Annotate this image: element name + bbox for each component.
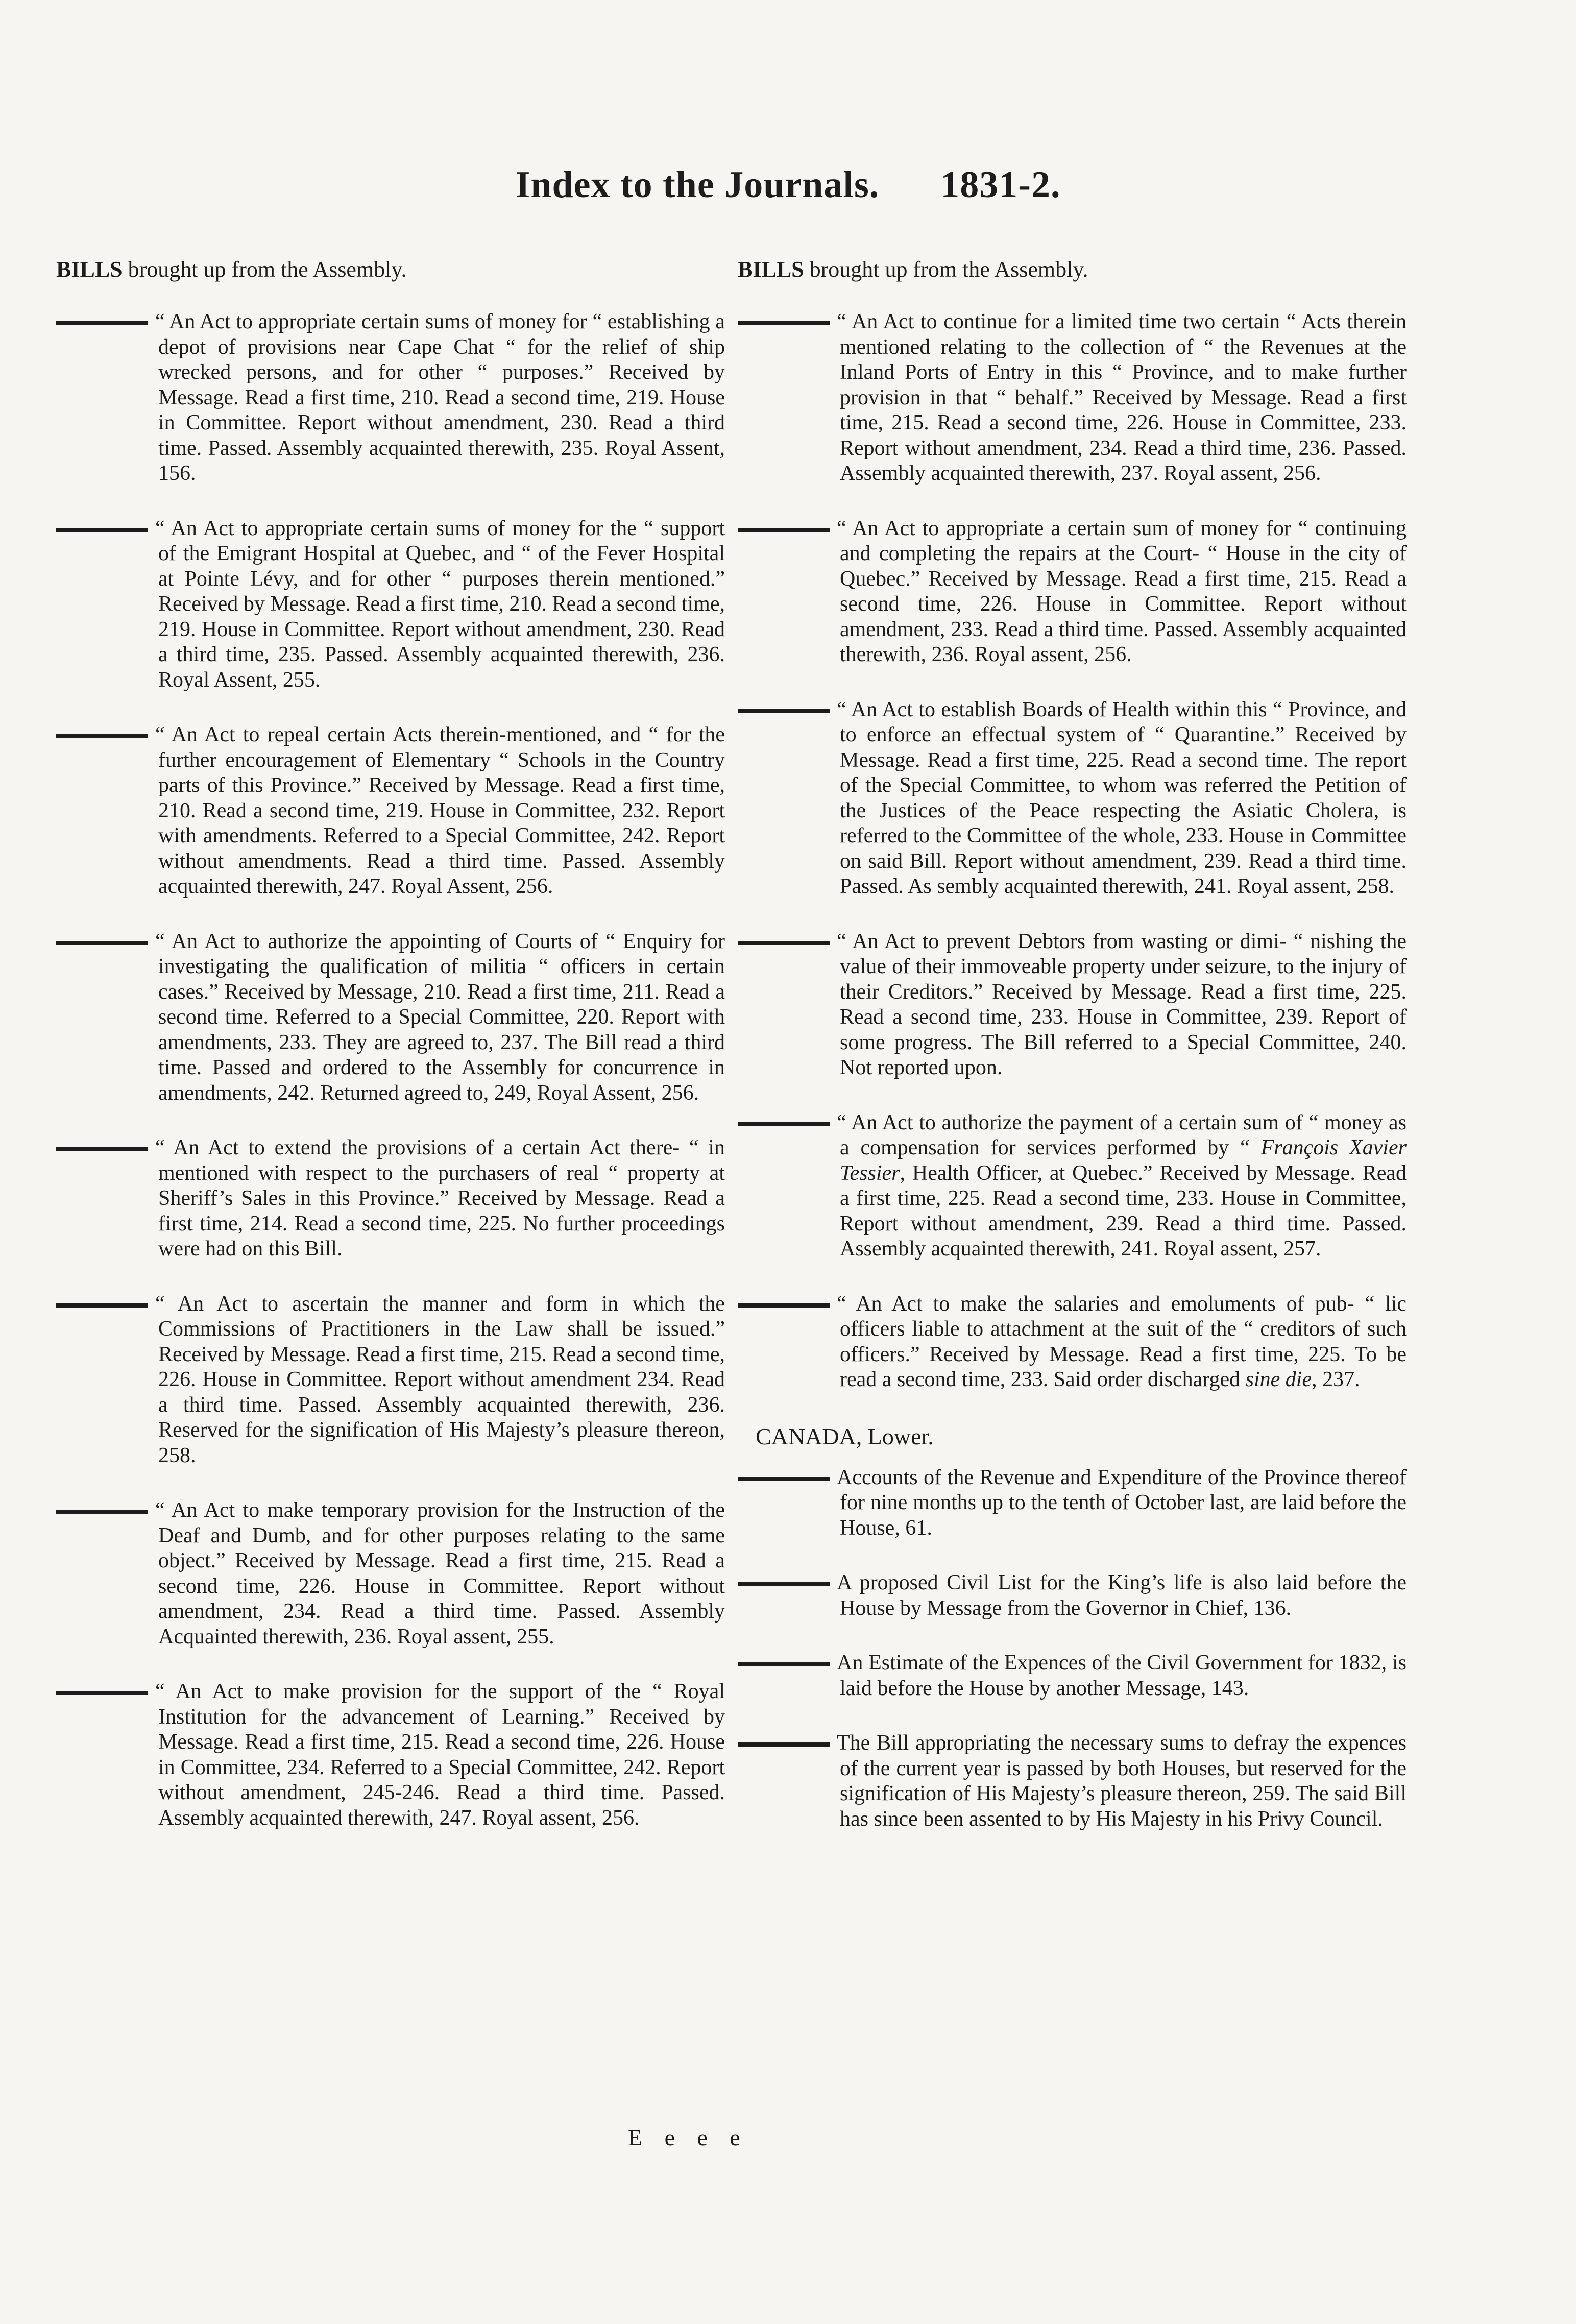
canada-entry xyxy=(738,1731,1407,1832)
bill-entry-text: “ An Act to make the salaries and emoluments of pub- “ lic officers liable to attachment at the suit of the “ creditors of such officers.” Received by Message. Read a first time, 225. To be read a second time, 233. Said order discharged xyxy=(837,1292,1407,1391)
bill-entry xyxy=(738,929,1407,1081)
section-keyword: BILLS xyxy=(56,257,123,282)
entry-dash xyxy=(56,941,148,945)
canada-lower-section xyxy=(738,1422,1407,1832)
bill-entry-text: “ An Act to repeal certain Acts therein-mentioned, and “ for the further encouragement of Elementary “ Schools in the Country parts of this Province.” Received by Message. Read a first time, 210. Read a second time, 219. House in Committee, 232. Report with amendments. Referred to a Special Committee, 242. Report without amendments. Read a third time. Passed. Assembly acquainted therewith, 247. Royal Assent, 256. xyxy=(155,723,725,898)
bill-entry-text: “ An Act to authorize the payment of a certain sum of “ money as a compensation for services performed by “ xyxy=(837,1110,1407,1159)
bill-entry xyxy=(56,309,725,487)
entry-dash xyxy=(738,1477,830,1481)
bill-entry-italic: François Xavier Tessier xyxy=(840,1136,1407,1185)
page-header xyxy=(0,163,1576,207)
entry-dash xyxy=(56,321,148,325)
bill-entry-text: “ An Act to extend the provisions of a certain Act there- “ in mentioned with respect to the purchasers of real “ property at Sheriff’s Sales in this Province.” Received by Message. Read a first time, 214. Read a second time, 225. No further proceedings were had on this Bill. xyxy=(155,1136,725,1261)
bill-entry-text: “ An Act to appropriate a certain sum of money for “ continuing and completing the repairs at the Court- “ House in the city of Quebec.” Received by Message. Read a first time, 215. Read a second time, 226. House in Committee. Report without amendment, 233. Read a third time. Passed. Assembly acquainted therewith, 236. Royal assent, 256. xyxy=(837,516,1407,666)
canada-entry-text: An Estimate of the Expences of the Civil Government for 1832, is laid before the House by another Message, 143. xyxy=(837,1651,1407,1700)
bill-entry-text: , Health Officer, at Quebec.” Received by Message. Read a first time, 225. Read a second time, 233. House in Committee, Report without amendment, 239. Read a third time. Passed. Assembly acquainted therewith, 241. Royal assent, 257. xyxy=(840,1161,1407,1261)
entry-dash xyxy=(56,528,148,532)
bill-entry xyxy=(738,1292,1407,1393)
bill-entry-text: , 237. xyxy=(1312,1368,1360,1391)
bill-entry xyxy=(56,1292,725,1469)
page-year: 1831-2. xyxy=(940,164,1061,206)
bill-entry xyxy=(56,1135,725,1262)
canada-entry-text: Accounts of the Revenue and Expenditure of the Province thereof for nine months up to the tenth of October last, are laid before the House, 61. xyxy=(837,1465,1407,1540)
bill-entry xyxy=(738,1110,1407,1262)
entry-dash xyxy=(56,1691,148,1695)
page-title: Index to the Journals. xyxy=(515,164,880,206)
section-keyword: BILLS xyxy=(738,257,804,282)
right-column xyxy=(738,255,1407,1861)
bill-entry-text: “ An Act to continue for a limited time two certain “ Acts therein mentioned relating to the collection of “ the Revenues at the Inland Ports of Entry in this “ Province, and to make further provision in that “ behalf.” Received by Message. Read a first time, 215. Read a second time, 226. House in Committee, 233. Report without amendment, 234. Read a third time, 236. Passed. Assembly acquainted therewith, 237. Royal assent, 256. xyxy=(837,310,1407,485)
bill-entry-text: “ An Act to make temporary provision for the Instruction of the Deaf and Dumb, and for other purposes relating to the same object.” Received by Message. Read a first time, 215. Read a second time, 226. House in Committee. Report without amendment, 234. Read a third time. Passed. Assembly Acquainted therewith, 236. Royal assent, 255. xyxy=(155,1498,725,1649)
bill-entry xyxy=(56,516,725,693)
entry-dash xyxy=(56,734,148,738)
canada-entry-text: The Bill appropriating the necessary sums to defray the expences of the current year is passed by both Houses, but reserved for the signification of His Majesty’s pleasure thereon, 259. The said Bill has since been assented to by His Majesty in his Privy Council. xyxy=(837,1731,1407,1831)
entry-dash xyxy=(738,1582,830,1586)
left-column xyxy=(56,255,725,1860)
bill-entry-text: “ An Act to establish Boards of Health within this “ Province, and to enforce an effectual system of “ Quarantine.” Received by Message. Read a first time, 225. Read a second time. The report of the Special Committee, to whom was referred the Petition of the Justices of the Peace respecting the Asiatic Cholera, is referred to the Committee of the whole, 233. House in Committee on said Bill. Report without amendment, 239. Read a third time. Passed. As sembly acquainted therewith, 241. Royal assent, 258. xyxy=(837,697,1407,898)
canada-entry xyxy=(738,1651,1407,1701)
entry-dash xyxy=(56,1147,148,1151)
bill-entry-text: “ An Act to ascertain the manner and form in which the Commissions of Practitioners in the Law shall be issued.” Received by Message. Read a first time, 215. Read a second time, 226. House in Committee. Report without amendment 234. Read a third time. Passed. Assembly acquainted therewith, 236. Reserved for the signification of His Majesty’s pleasure thereon, 258. xyxy=(155,1292,725,1467)
bill-entry xyxy=(738,309,1407,487)
entry-dash xyxy=(56,1510,148,1514)
bill-entry-text: “ An Act to make provision for the support of the “ Royal Institution for the advancement of Learning.” Received by Message. Read a first time, 215. Read a second time, 226. House in Committee, 234. Referred to a Special Committee, 242. Report without amendment, 245-246. Read a third time. Passed. Assembly acquainted therewith, 247. Royal assent, 256. xyxy=(155,1680,725,1830)
bill-entry xyxy=(56,722,725,900)
bill-entry-text: “ An Act to prevent Debtors from wasting or dimi- “ nishing the value of their immoveable property under seizure, to the injury of their Creditors.” Received by Message. Read a first time, 225. Read a second time, 233. House in Committee, 239. Report of some progress. The Bill referred to a Special Committee, 240. Not reported upon. xyxy=(837,929,1407,1079)
bill-entry-text: “ An Act to appropriate certain sums of money for “ establishing a depot of provisions near Cape Chat “ for the relief of ship wrecked persons, and for other “ purposes.” Received by Message. Read a first time, 210. Read a second time, 219. House in Committee. Report without amendment, 230. Read a third time. Passed. Assembly acquainted therewith, 235. Royal Assent, 156. xyxy=(155,310,725,485)
entry-dash xyxy=(738,528,830,532)
entry-dash xyxy=(738,1742,830,1747)
entry-dash xyxy=(738,321,830,325)
canada-entry-text: A proposed Civil List for the King’s life is also laid before the House by Message from the Governor in Chief, 136. xyxy=(837,1571,1407,1620)
signature-mark: E e e e xyxy=(628,2124,748,2150)
entry-dash xyxy=(738,1122,830,1126)
bill-entry-italic: sine die xyxy=(1245,1368,1312,1391)
canada-entry xyxy=(738,1570,1407,1621)
bill-entry xyxy=(56,1679,725,1831)
bill-entry xyxy=(56,1498,725,1650)
entry-dash xyxy=(738,709,830,713)
section-subtitle: brought up from the Assembly. xyxy=(804,257,1088,282)
bill-entry xyxy=(738,516,1407,668)
entry-dash xyxy=(738,941,830,945)
entry-dash xyxy=(738,1303,830,1308)
section-subtitle: brought up from the Assembly. xyxy=(122,257,407,282)
bill-entry xyxy=(738,697,1407,900)
right-section-title xyxy=(738,255,1407,284)
bill-entry-text: “ An Act to authorize the appointing of Courts of “ Enquiry for investigating the qualification of militia “ officers in certain cases.” Received by Message, 210. Read a first time, 211. Read a second time. Referred to a Special Committee, 220. Report with amendments, 233. They are agreed to, 237. The Bill read a third time. Passed and ordered to the Assembly for concurrence in amendments, 242. Returned agreed to, 249, Royal Assent, 256. xyxy=(155,929,725,1105)
canada-lower-heading: CANADA, Lower. xyxy=(756,1423,934,1449)
left-section-title xyxy=(56,255,725,284)
canada-entry xyxy=(738,1465,1407,1541)
bill-entry-text: “ An Act to appropriate certain sums of money for the “ support of the Emigrant Hospital at Quebec, and “ of the Fever Hospital at Pointe Lévy, and for other “ purposes therein mentioned.” Received by Message. Read a first time, 210. Read a second time, 219. House in Committee. Report without amendment, 230. Read a third time, 235. Passed. Assembly acquainted therewith, 236. Royal Assent, 255. xyxy=(155,516,725,692)
bill-entry xyxy=(56,929,725,1106)
entry-dash xyxy=(56,1303,148,1308)
entry-dash xyxy=(738,1662,830,1666)
